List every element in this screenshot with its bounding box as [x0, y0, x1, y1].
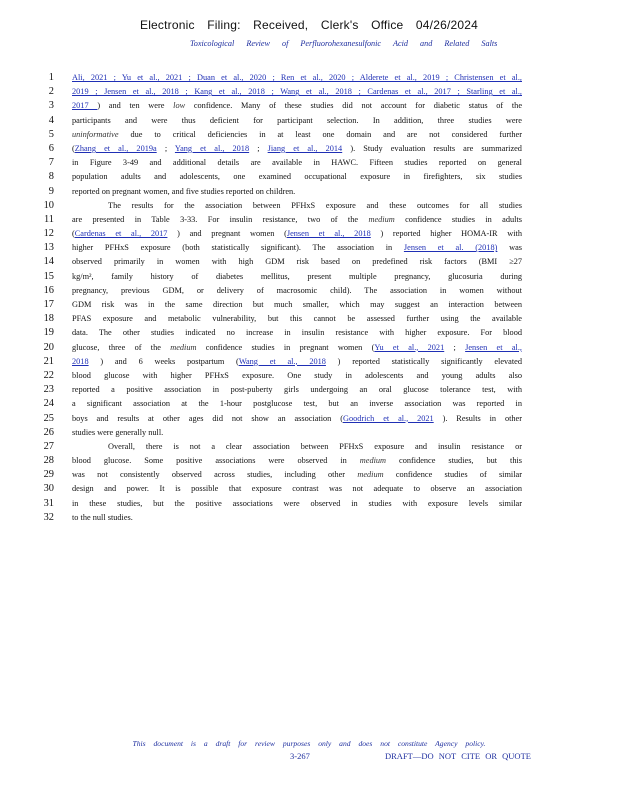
draft-notice: DRAFT—DO NOT CITE OR QUOTE: [385, 751, 531, 761]
draft-disclaimer: This document is a draft for review purposes only and does not constitute Agency policy.: [132, 739, 486, 748]
citation-link[interactable]: Zhang et al., 2019a: [74, 143, 157, 153]
text-run: ). Study evaluation results are summarized: [342, 143, 522, 153]
text-line: [0, 114, 618, 128]
text-run: The results for the association between PFHxS exposure and these outcomes for all studies: [108, 200, 522, 210]
citation-link[interactable]: Wang et al., 2018: [238, 356, 326, 366]
text-run: confidence studies in adults: [394, 214, 522, 224]
citation-link[interactable]: Jiang et al., 2014: [267, 143, 343, 153]
line-number: 22: [43, 369, 54, 381]
text-line: [0, 341, 618, 355]
text-run: confidence studies, but this: [386, 456, 522, 466]
line-number: 14: [43, 256, 54, 268]
line-text: [72, 227, 522, 241]
text-run: confidence studies in pregnant women (: [196, 342, 375, 352]
text-run: to the null studies.: [72, 512, 133, 522]
citation-link[interactable]: Jensen et al.,: [465, 342, 522, 352]
emphasis-text: medium: [357, 470, 384, 480]
line-text: [72, 497, 522, 511]
line-number: 15: [43, 270, 54, 282]
line-text: [72, 482, 522, 496]
citation-link[interactable]: 2017: [72, 101, 98, 111]
text-line: [0, 383, 618, 397]
text-run: GDM risk was in the same direction but much smaller, which may suggest an interaction between: [72, 300, 522, 309]
text-line: [0, 185, 618, 199]
text-line: [0, 284, 618, 298]
filing-stamp: Electronic Filing: Received, Clerk's Office 04/26/2024: [139, 18, 478, 32]
line-text: [72, 468, 522, 482]
text-line: [0, 99, 618, 113]
text-line: [0, 454, 618, 468]
line-number: 12: [43, 228, 54, 240]
line-text: [72, 426, 522, 440]
line-text: [72, 71, 522, 85]
text-run: kg/m², family history of diabetes mellitus, present multiple pregnancy, glucosuria during: [72, 271, 522, 281]
line-number: 1: [48, 72, 54, 83]
line-text: [72, 270, 522, 284]
line-number: 32: [43, 511, 54, 523]
citation-link[interactable]: Goodrich et al., 2021: [342, 413, 434, 423]
line-number: 26: [43, 426, 54, 438]
text-line: [0, 170, 618, 184]
text-run: ) and pregnant women (: [167, 229, 287, 239]
line-text: [72, 326, 522, 340]
emphasis-text: medium: [170, 342, 197, 352]
text-line: [0, 468, 618, 482]
text-run: Overall, there is not a clear association between PFHxS exposure and insulin resistance or: [108, 441, 522, 451]
text-run: reported on pregnant women, and five studies reported on children.: [72, 186, 296, 196]
text-run: ;: [249, 143, 268, 153]
line-number: 21: [43, 355, 54, 367]
text-line: [0, 497, 618, 511]
line-number: 5: [48, 128, 54, 140]
text-run: ) reported statistically significantly elevated: [325, 356, 522, 366]
line-number: 28: [43, 455, 54, 467]
emphasis-text: low: [173, 101, 186, 111]
line-number: 25: [43, 412, 54, 424]
line-text: [72, 128, 522, 142]
text-run: PFAS exposure and metabolic vulnerability, but this cannot be assessed further using the available: [72, 314, 522, 324]
text-line: [0, 511, 618, 525]
text-line: [0, 426, 618, 440]
text-line: [0, 270, 618, 284]
running-head: Toxicological Review of Perfluorohexanesulfonic Acid and Related Salts: [190, 39, 498, 48]
text-run: in Figure 3-49 and additional details are available in HAWC. Fifteen studies reported on general: [72, 158, 522, 168]
line-number: 27: [43, 440, 54, 452]
text-run: blood glucose. Some positive associations were observed in: [72, 456, 360, 466]
text-line: [0, 156, 618, 170]
text-run: glucose, three of the: [72, 342, 171, 352]
text-run: confidence studies of similar: [383, 470, 522, 480]
emphasis-text: uninformative: [72, 129, 119, 139]
text-run: due to critical deficiencies in at least one domain and are not considered further: [118, 129, 522, 139]
text-line: [0, 199, 618, 213]
text-run: was not consistently observed across studies, including other: [72, 470, 358, 480]
line-text: [72, 199, 522, 213]
text-line: [0, 255, 618, 269]
text-run: higher PFHxS exposure (both statistically significant). The association in: [72, 243, 404, 253]
line-number: 7: [48, 157, 54, 169]
line-text: [72, 397, 522, 411]
citation-link[interactable]: Ali, 2021 ; Yu et al., 2021 ; Duan et al., 2020 ; Ren et al., 2020 ; Alderete et al., 2019 ; Christensen et al.,: [72, 73, 522, 82]
citation-link[interactable]: 2018: [72, 356, 89, 366]
line-number: 8: [48, 171, 54, 183]
text-line: [0, 85, 618, 99]
text-line: [0, 142, 618, 156]
line-text: [72, 213, 522, 227]
text-run: boys and results at other ages did not show an association (: [72, 413, 343, 423]
line-text: [72, 114, 522, 128]
line-number: 20: [43, 341, 54, 353]
citation-link[interactable]: Jensen et al., 2018: [286, 229, 371, 239]
line-text: [72, 255, 522, 269]
line-text: [72, 511, 522, 525]
line-number: 11: [43, 213, 54, 225]
text-run: a significant association at the 1-hour postglucose test, but an inverse association was reported in: [72, 399, 522, 409]
text-run: population adults and adolescents, one examined occupational exposure in firefighters, six studies: [72, 172, 522, 182]
text-run: ). Results in other: [433, 413, 522, 423]
line-number: 18: [43, 313, 54, 325]
citation-link[interactable]: Cardenas et al., 2017: [74, 229, 168, 239]
text-run: in these studies, but the positive associations were observed in studies with exposure levels similar: [72, 498, 522, 508]
text-run: pregnancy, previous GDM, or delivery of macrosomic child). The association in women without: [72, 285, 522, 295]
text-run: studies were generally null.: [72, 427, 164, 437]
line-number: 31: [43, 497, 54, 509]
text-run: blood glucose with higher PFHxS exposure. One study in adolescents and young adults also: [72, 370, 522, 380]
text-line: [0, 440, 618, 454]
line-text: [72, 156, 522, 170]
line-number: 16: [43, 284, 54, 296]
line-number: 3: [48, 100, 54, 112]
line-text: [72, 440, 522, 454]
text-line: [0, 241, 618, 255]
line-number: 29: [43, 469, 54, 481]
text-line: [0, 298, 618, 312]
text-line: [0, 326, 618, 340]
text-line: [0, 71, 618, 85]
line-text: [72, 298, 522, 312]
text-line: [0, 227, 618, 241]
line-text: [72, 170, 522, 184]
text-line: [0, 397, 618, 411]
line-text: [72, 412, 522, 426]
text-line: [0, 355, 618, 369]
text-run: ) reported higher HOMA-IR with: [370, 229, 522, 239]
line-number: 23: [43, 384, 54, 396]
text-run: (: [72, 229, 75, 239]
line-number: 6: [48, 142, 54, 154]
line-number: 30: [43, 483, 54, 495]
text-run: confidence. Many of these studies did not account for diabetic status of the: [185, 101, 522, 111]
text-line: [0, 369, 618, 383]
line-text: [72, 241, 522, 255]
text-run: ) and 6 weeks postpartum (: [88, 356, 239, 366]
text-line: [0, 128, 618, 142]
text-line: [0, 412, 618, 426]
text-run: ) and ten were: [97, 101, 174, 111]
line-number: 4: [48, 114, 54, 126]
text-run: ;: [156, 143, 175, 153]
document-body: [0, 71, 618, 525]
line-text: [72, 85, 522, 99]
line-text: [72, 185, 522, 199]
line-text: [72, 312, 522, 326]
line-text: [72, 454, 522, 468]
line-text: [72, 142, 522, 156]
text-run: participants and were thus deficient for participant selection. In addition, three studies were: [72, 115, 522, 125]
line-number: 24: [43, 398, 54, 410]
emphasis-text: medium: [359, 456, 387, 466]
text-run: observed primarily in women with high GDM risk based on predefined risk factors (BMI ≥27: [72, 257, 522, 267]
text-run: ;: [444, 342, 466, 352]
line-number: 9: [48, 185, 54, 197]
text-line: [0, 312, 618, 326]
emphasis-text: medium: [368, 214, 395, 224]
citation-link[interactable]: Jensen et al. (2018): [403, 243, 498, 253]
text-run: data. The other studies indicated no increase in insulin resistance with higher exposure. For blood: [72, 328, 522, 338]
line-number: 19: [43, 327, 54, 339]
citation-link[interactable]: Yang et al., 2018: [174, 143, 250, 153]
line-number: 10: [43, 199, 54, 211]
line-text: [72, 99, 522, 113]
text-run: are presented in Table 3-33. For insulin resistance, two of the: [72, 214, 369, 224]
line-text: [72, 383, 522, 397]
line-number: 17: [43, 299, 54, 310]
line-text: [72, 284, 522, 298]
line-number: 13: [43, 242, 54, 254]
text-run: was: [497, 243, 522, 253]
text-line: [0, 482, 618, 496]
text-run: (: [72, 143, 75, 153]
line-number: 2: [48, 86, 54, 98]
line-text: [72, 355, 522, 369]
text-run: reported a positive association in post-puberty girls undergoing an oral glucose tolerance test, with: [72, 385, 522, 395]
line-text: [72, 341, 522, 355]
citation-link[interactable]: Yu et al., 2021: [374, 342, 445, 352]
text-run: design and power. It is possible that exposure contrast was not adequate to observe an association: [72, 484, 522, 494]
line-text: [72, 369, 522, 383]
page-number: 3-267: [290, 751, 310, 761]
citation-link[interactable]: 2019 ; Jensen et al., 2018 ; Kang et al., 2018 ; Wang et al., 2018 ; Cardenas et al., 2017 ; Starling et al.,: [72, 87, 522, 97]
text-line: [0, 213, 618, 227]
